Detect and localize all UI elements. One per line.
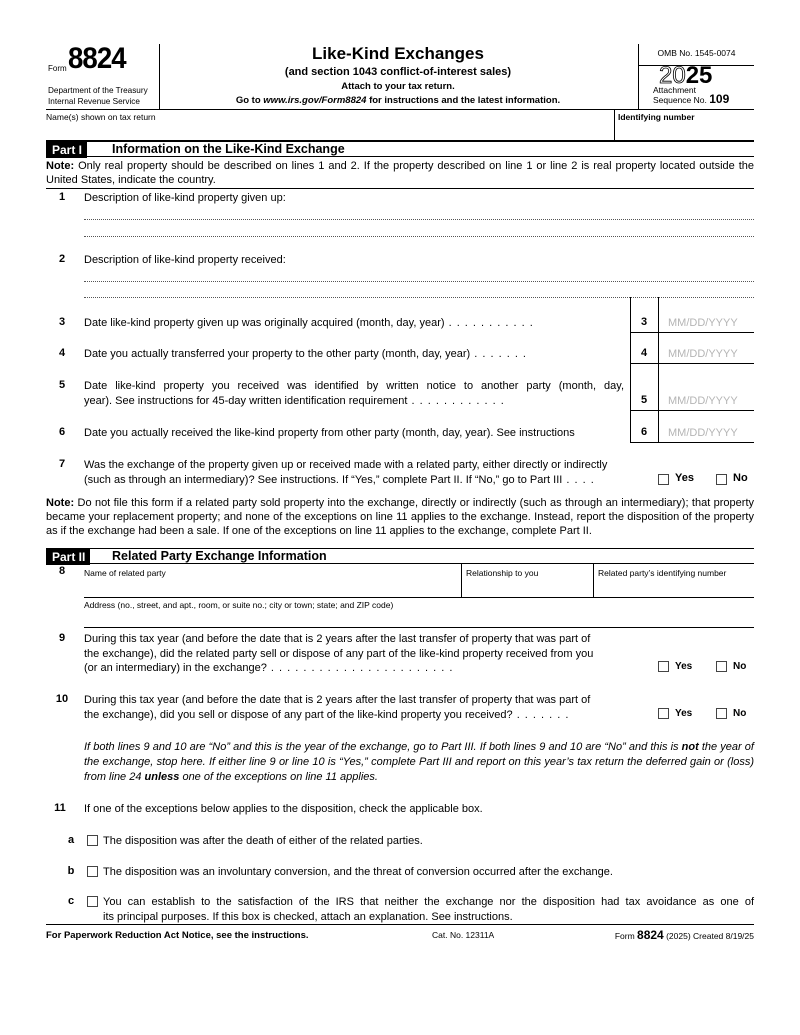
line-6-label: Date you actually received the like-kind property from other party (month, day, year). See instructions <box>84 427 575 439</box>
divider <box>630 410 754 411</box>
omb-block <box>638 44 754 110</box>
part1-header <box>46 141 754 157</box>
part1-note: Note: Only real property should be described on lines 1 and 2. If the property described on line 1 or line 2 is real property located outside the United States, indicate the country. <box>46 160 754 186</box>
line-3-label: Date like-kind property given up was originally acquired (month, day, year) . . . . . . . . . . . <box>84 317 534 329</box>
line-11c-label: You can establish to the satisfaction of the IRS that neither the exchange nor the disposition had tax avoidance as one of its principal purposes. If this box is checked, attach an explanation. See instructions. <box>103 896 754 923</box>
line-4-box-number: 4 <box>640 347 648 359</box>
line-3-date-input[interactable] <box>668 315 778 330</box>
line-7-yes-checkbox[interactable] <box>658 474 669 485</box>
divider <box>630 332 754 333</box>
line-2-dotted-rule <box>84 297 754 298</box>
related-party-name-label: Name of related party <box>84 568 166 578</box>
line-7-no-label: No <box>733 472 748 484</box>
divider <box>46 188 754 189</box>
address-input[interactable] <box>84 611 754 626</box>
divider <box>630 363 754 364</box>
line-1-dotted-rule <box>84 236 754 237</box>
line-11c-checkbox[interactable] <box>87 896 98 907</box>
line-3-number: 3 <box>58 316 66 328</box>
catalog-number: Cat. No. 12311A <box>432 930 495 940</box>
department-label: Department of the Treasury Internal Revenue Service <box>48 86 148 106</box>
line-3-box-number: 3 <box>640 316 648 328</box>
form-footer-id: Form 8824 (2025) Created 8/19/25 <box>614 928 754 942</box>
part1-note-2: Note: Do not file this form if a related party sold property into the exchange, directly or indirectly (such as through an intermediary); that property became your replacement property; and none of the exceptions on line 11 applies to the exchange. Instead, report the disposition of the property as if the exchange had been a sale. If one of the exceptions on line 11 applies to the exchange, complete Part II. <box>46 497 754 537</box>
line-11b-checkbox[interactable] <box>87 866 98 877</box>
line-7-yes-label: Yes <box>675 472 694 484</box>
part1-title: Information on the Like-Kind Exchange <box>112 142 345 156</box>
line-10-no-checkbox[interactable] <box>716 708 727 719</box>
line-2-input-2[interactable] <box>84 283 754 297</box>
line-5-date-input[interactable] <box>668 393 778 408</box>
line-10-number: 10 <box>55 693 69 705</box>
attach-instruction: Attach to your tax return. <box>341 81 455 92</box>
line-5-number: 5 <box>58 379 66 391</box>
divider <box>84 627 754 628</box>
line-2-input-1[interactable] <box>84 267 754 281</box>
line-4-number: 4 <box>58 347 66 359</box>
relationship-label: Relationship to you <box>466 568 539 578</box>
line-7-label: Was the exchange of the property given up or received made with a related party, either directly or indirectly (such as through an intermediary)? See instructions. If “Yes,” complete Part II. If “No,” go to Part III . . . . <box>84 459 608 486</box>
line-1-input-2[interactable] <box>84 222 754 236</box>
line-10-yes-label: Yes <box>675 708 693 719</box>
relationship-input[interactable] <box>466 580 588 595</box>
paperwork-notice: For Paperwork Reduction Act Notice, see the instructions. <box>46 930 309 941</box>
form-header <box>46 44 754 110</box>
divider <box>630 442 754 443</box>
form-footer <box>46 924 754 942</box>
line-9-10-instructions: If both lines 9 and 10 are “No” and this is the year of the exchange, go to Part III. If both lines 9 and 10 are “No” and this is not the year of the exchange, stop here. If either line 9 or line 10 is “Yes,” complete Part III and report on this year’s tax return the deferred gain or (loss) from line 24 unless one of the exceptions on line 11 applies. <box>84 741 754 783</box>
line-1-input-1[interactable] <box>84 205 754 219</box>
omb-number: OMB No. 1545-0074 <box>639 48 754 66</box>
line-9-yes-checkbox[interactable] <box>658 661 669 672</box>
line-11b-letter: b <box>67 865 75 877</box>
amount-column-rule <box>658 297 659 443</box>
related-party-id-input[interactable] <box>598 580 752 595</box>
line-7-number: 7 <box>58 458 66 470</box>
line-1-number: 1 <box>58 191 66 203</box>
divider <box>84 597 754 598</box>
divider <box>593 564 594 597</box>
line-11c-letter: c <box>67 895 75 907</box>
names-label: Name(s) shown on tax return <box>46 112 156 122</box>
goto-instruction: Go to www.irs.gov/Form8824 for instructions and the latest information. <box>235 95 561 106</box>
line-2-number: 2 <box>58 253 66 265</box>
related-party-id-label: Related party’s identifying number <box>598 568 727 578</box>
line-10-label: During this tax year (and before the date that is 2 years after the last transfer of property that was part of the exchange), did you sell or dispose of any part of the like-kind property you received? . . . . . . . <box>84 694 591 721</box>
line-6-date-input[interactable] <box>668 425 778 440</box>
line-11a-checkbox[interactable] <box>87 835 98 846</box>
line-5-box-number: 5 <box>640 394 648 406</box>
form-id-block <box>46 44 160 110</box>
names-input[interactable] <box>46 123 606 139</box>
identifying-number-input[interactable] <box>618 123 748 139</box>
identifying-number-label: Identifying number <box>618 112 695 122</box>
line-9-no-checkbox[interactable] <box>716 661 727 672</box>
divider <box>461 564 462 597</box>
line-9-yes-label: Yes <box>675 661 693 672</box>
line-2-dotted-rule <box>84 281 754 282</box>
irs-url-link[interactable]: www.irs.gov/Form8824 <box>263 95 367 106</box>
identifying-number-box <box>614 110 754 141</box>
line-4-date-input[interactable] <box>668 346 778 361</box>
line-10-yes-checkbox[interactable] <box>658 708 669 719</box>
address-label: Address (no., street, and apt., room, or suite no.; city or town; state; and ZIP code) <box>84 600 394 610</box>
part2-tag: Part II <box>46 549 90 565</box>
form-subtitle: (and section 1043 conflict-of-interest sales) <box>284 66 512 78</box>
names-row <box>46 110 754 141</box>
related-party-name-input[interactable] <box>84 580 454 595</box>
line-11-label: If one of the exceptions below applies to the disposition, check the applicable box. <box>84 803 483 815</box>
form-title-block <box>160 44 636 110</box>
line-4-label: Date you actually transferred your property to the other party (month, day, year) . . . . . . . <box>84 348 527 360</box>
attachment-sequence: Attachment Sequence No. 109 <box>653 85 730 106</box>
line-7-no-checkbox[interactable] <box>716 474 727 485</box>
line-9-no-label: No <box>733 661 747 672</box>
part2-title: Related Party Exchange Information <box>112 549 327 563</box>
part2-header <box>46 548 754 564</box>
line-1-dotted-rule <box>84 219 754 220</box>
line-2-label: Description of like-kind property received: <box>84 254 286 266</box>
line-11a-letter: a <box>67 834 75 846</box>
line-11b-label: The disposition was an involuntary conversion, and the threat of conversion occurred after the exchange. <box>103 866 613 878</box>
line-6-box-number: 6 <box>640 426 648 438</box>
form-word: Form <box>48 64 67 73</box>
form-number: 8824 <box>68 42 126 75</box>
tax-year: 2025 <box>659 62 713 89</box>
line-10-no-label: No <box>733 708 747 719</box>
part1-tag: Part I <box>46 142 87 158</box>
line-11a-label: The disposition was after the death of either of the related parties. <box>103 835 423 847</box>
form-title: Like-Kind Exchanges <box>312 44 484 63</box>
line-5-label: Date like-kind property you received was identified by written notice to another party (month, day, year). See instructions for 45-day written identification requirement . . . . . . . . . . . . <box>84 380 624 407</box>
line-8-number: 8 <box>58 565 66 577</box>
line-11-number: 11 <box>54 802 66 814</box>
line-1-label: Description of like-kind property given up: <box>84 192 286 204</box>
line-6-number: 6 <box>58 426 66 438</box>
line-9-label: During this tax year (and before the date that is 2 years after the last transfer of property that was part of the exchange), did the related party sell or dispose of any part of the like-kind property received from you (or an intermediary) in the exchange? . . . . . . . . . . . . . . . . . . . . . . . <box>84 633 594 674</box>
line-9-number: 9 <box>58 632 66 644</box>
